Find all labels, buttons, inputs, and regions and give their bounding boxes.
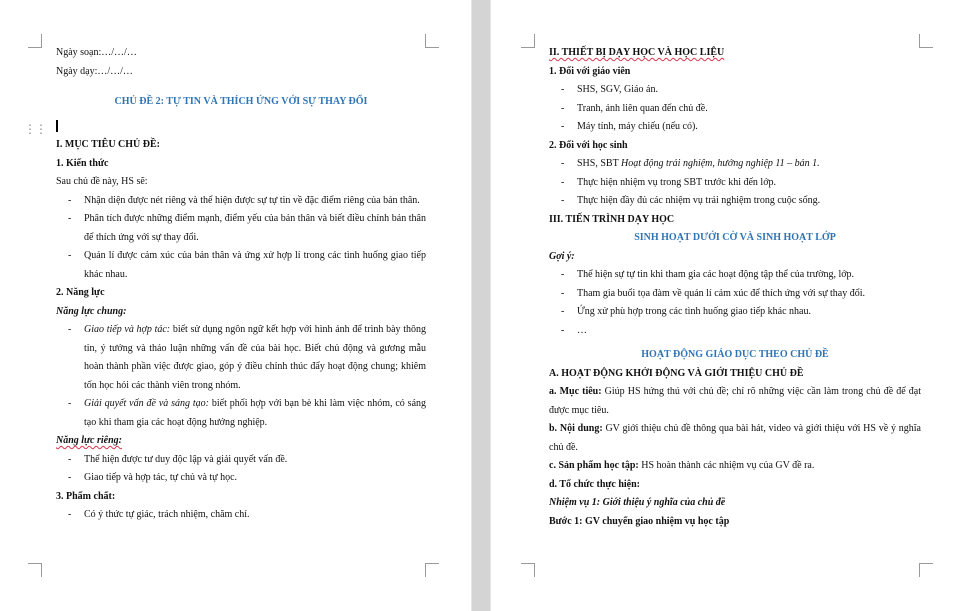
crop-mark-bottom-right: [425, 563, 439, 577]
list-item: - Có ý thức tự giác, trách nhiệm, chăm chỉ.: [56, 506, 426, 525]
page-left-content[interactable]: [56, 44, 426, 525]
list-item: - Tham gia buổi tọa đàm về quản lí cảm xúc để thích ứng với sự thay đổi.: [549, 285, 921, 304]
list-item: [549, 155, 921, 174]
list-item: - …: [549, 322, 921, 341]
activity-title: HOẠT ĐỘNG GIÁO DỤC THEO CHỦ ĐỀ: [641, 349, 829, 360]
list-item: - Nhận diện được nét riêng và thể hiện được sự tự tin về đặc điểm riêng của bản thân.: [56, 192, 426, 211]
flag-activity-title: SINH HOẠT DƯỚI CỜ VÀ SINH HOẠT LỚP: [634, 232, 836, 243]
hint-label: Gợi ý:: [549, 250, 575, 262]
list-item: - Ứng xử phù hợp trong các tình huống giao tiếp khác nhau.: [549, 303, 921, 322]
general-competence-label: Năng lực chung:: [56, 305, 127, 317]
crop-mark-bottom-left: [521, 563, 535, 577]
drag-handle-icon[interactable]: ⋮⋮: [24, 122, 46, 136]
document-page-right[interactable]: [491, 0, 957, 611]
spellcheck-underline[interactable]: Năng lực riêng:: [56, 435, 122, 446]
crop-mark-bottom-left: [28, 563, 42, 577]
list-item: - Tranh, ảnh liên quan đến chủ đề.: [549, 100, 921, 119]
knowledge-intro: Sau chủ đề này, HS sẽ:: [56, 176, 148, 187]
list-item: - Thực hiện đầy đủ các nhiệm vụ trải nghiệm trong cuộc sống.: [549, 192, 921, 211]
date-prepared: Ngày soạn:…/…/…: [56, 47, 137, 58]
subsection-competence-heading: 2. Năng lực: [56, 287, 105, 298]
specific-competence-label: [56, 432, 426, 451]
crop-mark-top-right: [919, 34, 933, 48]
section-1-heading: I. MỤC TIÊU CHỦ ĐỀ:: [56, 139, 160, 150]
document-page-left[interactable]: [0, 0, 471, 611]
list-item: - Thể hiện được tư duy độc lập và giải quyết vấn đề.: [56, 451, 426, 470]
student-heading: 2. Đối với học sinh: [549, 139, 628, 151]
crop-mark-top-left: [28, 34, 42, 48]
teacher-list: [549, 81, 921, 137]
book-title: Hoạt động trải nghiệm, hướng nghiệp 11 – bản 1.: [621, 158, 820, 169]
list-item: [56, 321, 426, 395]
section-a-heading: A. HOẠT ĐỘNG KHỞI ĐỘNG VÀ GIỚI THIỆU CHỦ ĐỀ: [549, 367, 804, 379]
list-item: - Thực hiện nhiệm vụ trong SBT trước khi đến lớp.: [549, 174, 921, 193]
crop-mark-bottom-right: [919, 563, 933, 577]
list-item: - Thể hiện sự tự tin khi tham gia các hoạt động tập thể của trường, lớp.: [549, 266, 921, 285]
item-text: biết sử dụng ngôn ngữ kết hợp với hình ảnh để trình bày thông tin, ý tưởng và thảo luận những vấn đề của bài học. Biết chủ động và gương mẫu hoàn thành phần việc được giao, góp ý điều chỉnh thúc đẩy hoạt động chung; khiêm tốn học hỏi các thành viên trong nhóm.: [84, 324, 426, 391]
crop-mark-top-right: [425, 34, 439, 48]
item-text: SHS, SBT: [577, 158, 622, 169]
product-text: HS hoàn thành các nhiệm vụ của GV đề ra.: [638, 460, 815, 471]
knowledge-list: [56, 192, 426, 285]
text-cursor: [56, 118, 426, 137]
list-item: - SHS, SGV, Giáo án.: [549, 81, 921, 100]
goal-label: a. Mục tiêu:: [549, 386, 602, 397]
goal-text: Giúp HS hứng thú với chủ đề; chỉ rõ những việc cần làm trong chủ đề để đạt được mục tiêu.: [549, 386, 921, 416]
item-lead: Giải quyết vấn đề và sáng tạo:: [84, 398, 210, 409]
task-1-label: Nhiệm vụ 1: Giới thiệu ý nghĩa của chủ đề: [549, 497, 726, 508]
page-right-content[interactable]: [549, 44, 921, 531]
general-competence-list: [56, 321, 426, 432]
list-item: - Máy tính, máy chiếu (nếu có).: [549, 118, 921, 137]
section-2-heading: [549, 44, 921, 63]
section-3-heading: III. TIẾN TRÌNH DẠY HỌC: [549, 213, 675, 225]
quality-list: [56, 506, 426, 525]
teacher-heading: 1. Đối với giáo viên: [549, 65, 631, 77]
list-item: - Giao tiếp và hợp tác, tự chủ và tự học.: [56, 469, 426, 488]
product-paragraph: [549, 457, 921, 476]
organization-heading: d. Tổ chức thực hiện:: [549, 478, 640, 490]
date-taught: Ngày dạy:…/…/…: [56, 65, 133, 77]
page-gap: [472, 0, 490, 611]
caret: [56, 120, 58, 132]
subsection-quality-heading: 3. Phẩm chất:: [56, 490, 116, 502]
content-label: b. Nội dung:: [549, 423, 603, 434]
product-label: c. Sản phẩm học tập:: [549, 460, 639, 471]
list-item: [56, 395, 426, 432]
hint-list: [549, 266, 921, 340]
item-lead: Giao tiếp và hợp tác:: [84, 324, 171, 335]
step-1-label: Bước 1: GV chuyển giao nhiệm vụ học tập: [549, 515, 730, 527]
list-item: - Quản lí được cảm xúc của bản thân và ứng xử hợp lí trong các tình huống giao tiếp khác nhau.: [56, 247, 426, 284]
specific-competence-list: [56, 451, 426, 488]
content-text: GV giới thiệu chủ đề thông qua bài hát, video và giới thiệu với HS về ý nghĩa chủ đề.: [549, 423, 921, 453]
goal-paragraph: [549, 383, 921, 420]
spellcheck-underline[interactable]: II. THIẾT BỊ DẠY HỌC VÀ HỌC LIỆU: [549, 47, 725, 58]
list-item: - Phân tích được những điểm mạnh, điểm yếu của bản thân và biết điều chỉnh bản thân để thích ứng với sự thay đổi.: [56, 210, 426, 247]
item-text: biết phối hợp với bạn bè khi làm việc nhóm, có sáng tạo khi tham gia các hoạt động hướng nghiệp.: [84, 398, 427, 428]
content-paragraph: [549, 420, 921, 457]
subsection-knowledge-heading: 1. Kiến thức: [56, 157, 109, 169]
chapter-title: CHỦ ĐỀ 2: TỰ TIN VÀ THÍCH ỨNG VỚI SỰ THAY ĐỔI: [114, 96, 368, 107]
student-list: [549, 155, 921, 211]
crop-mark-top-left: [521, 34, 535, 48]
